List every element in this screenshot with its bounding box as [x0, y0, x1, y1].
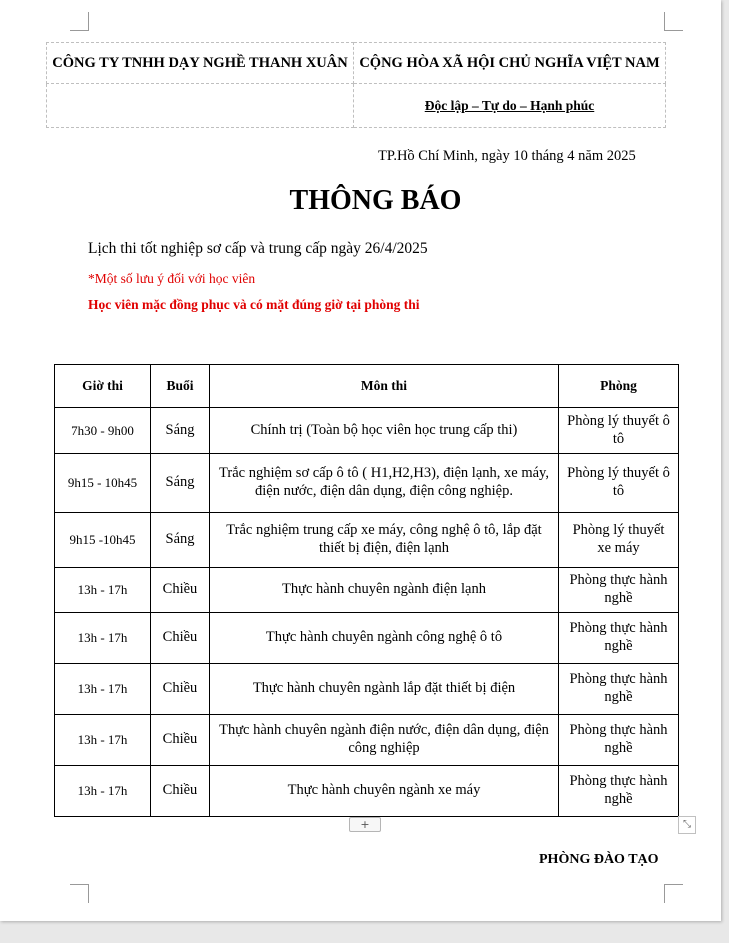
- table-row: [55, 568, 679, 613]
- cell-session: Chiều: [151, 613, 210, 664]
- header-table: [46, 42, 666, 128]
- add-row-button[interactable]: +: [349, 817, 381, 832]
- cell-subject: Thực hành chuyên ngành điện lạnh: [210, 568, 559, 613]
- motto-cell: [354, 84, 666, 128]
- crop-mark-bottom-right: [664, 884, 683, 903]
- cell-room: Phòng thực hành nghề: [559, 766, 679, 817]
- crop-mark-top-left: [70, 12, 89, 31]
- cell-session: Chiều: [151, 568, 210, 613]
- motto: Độc lập – Tự do – Hạnh phúc: [424, 97, 595, 113]
- cell-subject: Thực hành chuyên ngành lắp đặt thiết bị điện: [210, 664, 559, 715]
- cell-room: Phòng lý thuyết ô tô: [559, 408, 679, 454]
- cell-time: 9h15 - 10h45: [55, 454, 151, 513]
- cell-time: 13h - 17h: [55, 715, 151, 766]
- cell-subject: Chính trị (Toàn bộ học viên học trung cấp thi): [210, 408, 559, 454]
- crop-mark-bottom-left: [70, 884, 89, 903]
- cell-subject: Trắc nghiệm sơ cấp ô tô ( H1,H2,H3), điện lạnh, xe máy, điện nước, điện dân dụng, điện công nghiệp.: [210, 454, 559, 513]
- dateline: TP.Hồ Chí Minh, ngày 10 tháng 4 năm 2025: [378, 148, 636, 164]
- header-room: Phòng: [559, 365, 679, 408]
- crop-mark-top-right: [664, 12, 683, 31]
- cell-time: 13h - 17h: [55, 664, 151, 715]
- header-subject: Môn thi: [210, 365, 559, 408]
- cell-subject: Trắc nghiệm trung cấp xe máy, công nghệ ô tô, lắp đặt thiết bị điện, điện lạnh: [210, 513, 559, 568]
- country-name: CỘNG HÒA XÃ HỘI CHỦ NGHĨA VIỆT NAM: [354, 43, 666, 84]
- table-row: [55, 715, 679, 766]
- cell-session: Sáng: [151, 454, 210, 513]
- document-title: THÔNG BÁO: [289, 185, 462, 216]
- cell-time: 7h30 - 9h00: [55, 408, 151, 454]
- table-row: [55, 664, 679, 715]
- company-name: CÔNG TY TNHH DẠY NGHỀ THANH XUÂN: [47, 43, 354, 84]
- cell-time: 9h15 -10h45: [55, 513, 151, 568]
- cell-room: Phòng lý thuyết xe máy: [559, 513, 679, 568]
- cell-time: 13h - 17h: [55, 568, 151, 613]
- cell-subject: Thực hành chuyên ngành công nghệ ô tô: [210, 613, 559, 664]
- header-session: Buổi: [151, 365, 210, 408]
- note-heading: *Một số lưu ý đối với học viên: [88, 271, 256, 286]
- cell-session: Chiều: [151, 766, 210, 817]
- cell-time: 13h - 17h: [55, 613, 151, 664]
- signature-department: PHÒNG ĐÀO TẠO: [539, 852, 659, 867]
- table-row: [55, 613, 679, 664]
- cell-room: Phòng thực hành nghề: [559, 568, 679, 613]
- cell-session: Sáng: [151, 513, 210, 568]
- cell-room: Phòng thực hành nghề: [559, 715, 679, 766]
- table-row: [55, 454, 679, 513]
- cell-room: Phòng lý thuyết ô tô: [559, 454, 679, 513]
- table-row: [55, 766, 679, 817]
- table-row: [55, 408, 679, 454]
- schedule-table: [54, 364, 679, 817]
- cell-session: Sáng: [151, 408, 210, 454]
- table-row: [55, 513, 679, 568]
- cell-session: Chiều: [151, 664, 210, 715]
- cell-subject: Thực hành chuyên ngành điện nước, điện dân dụng, điện công nghiệp: [210, 715, 559, 766]
- cell-session: Chiều: [151, 715, 210, 766]
- header-time: Giờ thi: [55, 365, 151, 408]
- header-empty-cell: [47, 84, 354, 128]
- cell-subject: Thực hành chuyên ngành xe máy: [210, 766, 559, 817]
- document-subtitle: Lịch thi tốt nghiệp sơ cấp và trung cấp ngày 26/4/2025: [88, 240, 428, 257]
- cell-room: Phòng thực hành nghề: [559, 664, 679, 715]
- note-text: Học viên mặc đồng phục và có mặt đúng giờ tại phòng thi: [88, 297, 420, 312]
- table-resize-handle-icon[interactable]: ⤡: [678, 816, 696, 834]
- table-header-row: [55, 365, 679, 408]
- cell-room: Phòng thực hành nghề: [559, 613, 679, 664]
- cell-time: 13h - 17h: [55, 766, 151, 817]
